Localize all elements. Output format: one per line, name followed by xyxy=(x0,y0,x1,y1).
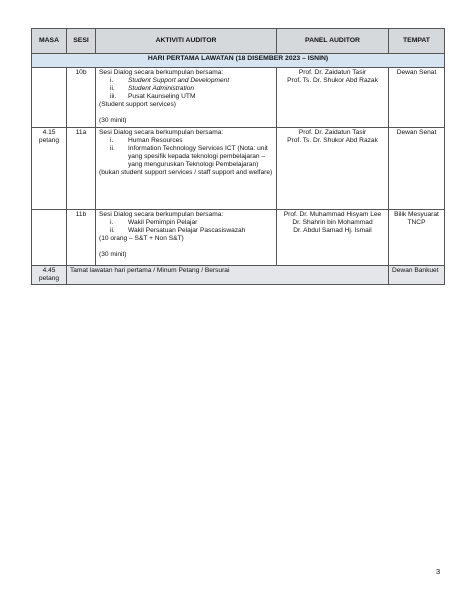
masa-cell: 4.15 petang xyxy=(32,128,67,210)
aktiviti-cell xyxy=(96,128,277,210)
item-text: Student Administration xyxy=(128,85,195,93)
table-row xyxy=(32,68,445,128)
item-number: i. xyxy=(110,77,114,85)
item-number: ii. xyxy=(110,227,115,235)
activity-note: (10 orang – S&T + Non S&T) xyxy=(99,235,184,243)
tempat-cell: Dewan Bankuet xyxy=(389,266,445,285)
end-activity-cell: Tamat lawatan hari pertama / Minum Petang / Bersurai xyxy=(67,266,389,285)
activity-note: (bukan student support services / staff support and welfare) xyxy=(99,169,273,177)
item-text: Student Support and Development xyxy=(128,77,230,85)
item-text: Wakil Pemimpin Pelajar xyxy=(128,219,198,227)
list-item xyxy=(99,137,273,145)
table-row xyxy=(32,210,445,266)
panel-member: Dr. Abdul Samad Hj. Ismail xyxy=(293,227,372,235)
panel-cell xyxy=(277,128,389,210)
tempat-cell: Bilik Mesyuarat TNCP xyxy=(389,210,445,266)
item-number: ii. xyxy=(110,145,115,153)
masa-cell xyxy=(32,210,67,266)
item-number: i. xyxy=(110,219,114,227)
masa-cell: 4.45 petang xyxy=(32,266,67,285)
item-text: Pusat Kaunseling UTM xyxy=(128,93,196,101)
list-item xyxy=(99,219,273,227)
header-panel: PANEL AUDITOR xyxy=(277,29,389,54)
header-row xyxy=(32,29,445,54)
day-title: HARI PERTAMA LAWATAN (18 DISEMBER 2023 – ISNIN) xyxy=(32,54,445,68)
sesi-cell: 10b xyxy=(67,68,96,128)
list-item xyxy=(99,93,273,101)
panel-member: Prof. Dr. Zaidatun Tasir xyxy=(298,129,367,136)
item-text: Human Resources xyxy=(128,137,183,145)
activity-note: (Student support services) xyxy=(99,101,176,109)
table-row xyxy=(32,128,445,210)
item-text: Information Technology Services ICT (Nota: unit yang spesifik kepada teknologi pembelajaran – yang menguruskan Teknologi Pembelajaran) xyxy=(128,145,268,169)
activity-intro: Sesi Dialog secara berkumpulan bersama: xyxy=(99,69,224,76)
panel-member: Dr. Shahrin bin Mohammad xyxy=(292,219,373,227)
list-item xyxy=(99,85,273,93)
header-masa: MASA xyxy=(32,29,67,54)
panel-cell xyxy=(277,210,389,266)
item-number: iii. xyxy=(110,93,117,101)
sesi-cell: 11b xyxy=(67,210,96,266)
header-sesi: SESI xyxy=(67,29,96,54)
activity-duration: (30 minit) xyxy=(99,117,127,125)
sesi-cell: 11a xyxy=(67,128,96,210)
header-tempat: TEMPAT xyxy=(389,29,445,54)
schedule-table xyxy=(31,28,445,285)
item-number: ii. xyxy=(110,85,115,93)
tempat-cell: Dewan Senat xyxy=(389,68,445,128)
list-item xyxy=(99,77,273,85)
aktiviti-cell xyxy=(96,210,277,266)
masa-cell xyxy=(32,68,67,128)
item-text: Wakil Persatuan Pelajar Pascasiswazah xyxy=(128,227,246,235)
activity-duration: (30 minit) xyxy=(99,251,127,259)
list-item xyxy=(99,145,273,169)
item-number: i. xyxy=(110,137,114,145)
tempat-cell: Dewan Senat xyxy=(389,128,445,210)
page-number: 3 xyxy=(436,567,441,576)
day-title-row xyxy=(32,54,445,68)
panel-cell xyxy=(277,68,389,128)
activity-intro: Sesi Dialog secara berkumpulan bersama: xyxy=(99,129,224,136)
panel-member: Prof. Dr. Muhammad Hisyam Lee xyxy=(283,211,382,218)
panel-member: Prof. Ts. Dr. Shukor Abd Razak xyxy=(287,137,378,145)
panel-member: Prof. Dr. Zaidatun Tasir xyxy=(298,69,367,76)
list-item xyxy=(99,227,273,235)
header-aktiviti: AKTIVITI AUDITOR xyxy=(96,29,277,54)
aktiviti-cell xyxy=(96,68,277,128)
end-row xyxy=(32,266,445,285)
activity-intro: Sesi Dialog secara berkumpulan bersama: xyxy=(99,211,224,218)
panel-member: Prof. Ts. Dr. Shukor Abd Razak xyxy=(287,77,378,85)
